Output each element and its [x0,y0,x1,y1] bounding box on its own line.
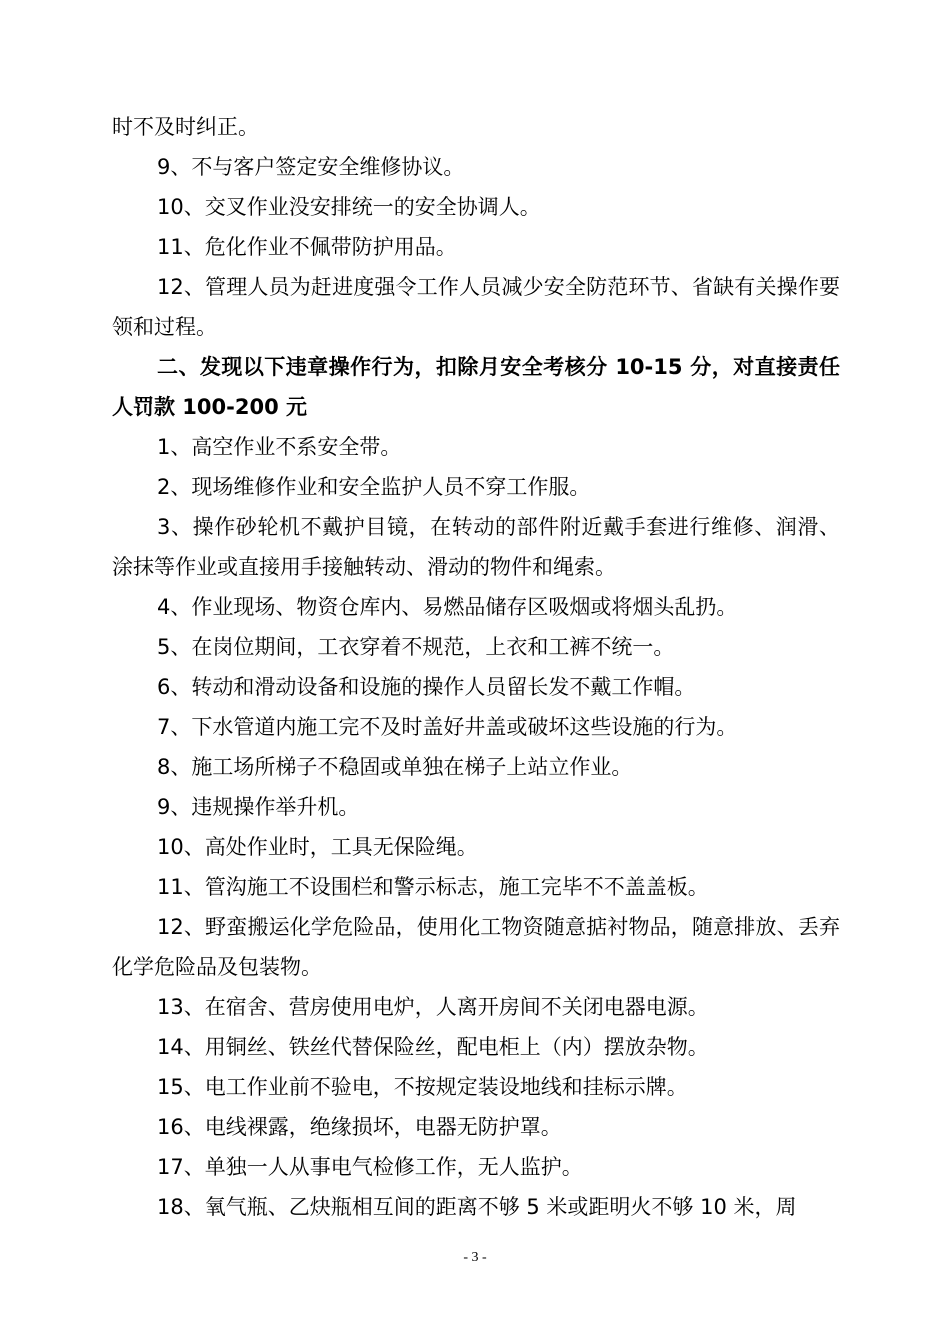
list-item: 17、单独一人从事电气检修工作，无人监护。 [157,1155,583,1179]
list-item: 11、危化作业不佩带防护用品。 [157,235,457,259]
list-item: 9、违规操作举升机。 [157,795,360,819]
paragraph: 时不及时纠正。 [112,115,259,139]
list-item: 6、转动和滑动设备和设施的操作人员留长发不戴工作帽。 [157,675,696,699]
list-item: 13、在宿舍、营房使用电炉，人离开房间不关闭电器电源。 [157,995,709,1019]
list-item: 1、高空作业不系安全带。 [157,435,402,459]
list-item: 10、交叉作业没安排统一的安全协调人。 [157,195,541,219]
list-item: 15、电工作业前不验电，不按规定装设地线和挂标示牌。 [157,1075,688,1099]
list-item: 8、施工场所梯子不稳固或单独在梯子上站立作业。 [157,755,633,779]
page-number: - 3 - [463,1250,487,1265]
document-body [112,107,840,1227]
list-item: 2、现场维修作业和安全监护人员不穿工作服。 [157,475,591,499]
list-item: 7、下水管道内施工完不及时盖好井盖或破坏这些设施的行为。 [157,715,738,739]
list-item: 12、野蛮搬运化学危险品，使用化工物资随意掂衬物品，随意排放、丢弃化学危险品及包装物。 [112,915,840,979]
list-item: 3、操作砂轮机不戴护目镜，在转动的部件附近戴手套进行维修、润滑、涂抹等作业或直接用手接触转动、滑动的物件和绳索。 [112,515,840,579]
list-item: 12、管理人员为赶进度强令工作人员减少安全防范环节、省缺有关操作要领和过程。 [112,275,840,339]
list-item: 16、电线裸露，绝缘损坏，电器无防护罩。 [157,1115,562,1139]
list-item: 14、用铜丝、铁丝代替保险丝，配电柜上（内）摆放杂物。 [157,1035,709,1059]
list-item: 5、在岗位期间，工衣穿着不规范，上衣和工裤不统一。 [157,635,675,659]
list-item: 10、高处作业时，工具无保险绳。 [157,835,478,859]
list-item: 4、作业现场、物资仓库内、易燃品储存区吸烟或将烟头乱扔。 [157,595,738,619]
list-item: 11、管沟施工不设围栏和警示标志，施工完毕不不盖盖板。 [157,875,709,899]
list-item: 18、氧气瓶、乙炔瓶相互间的距离不够 5 米或距明火不够 10 米，周 [157,1195,797,1219]
section-heading: 二、发现以下违章操作行为，扣除月安全考核分 10-15 分，对直接责任人罚款 100-200 元 [112,355,840,419]
list-item: 9、不与客户签定安全维修协议。 [157,155,465,179]
